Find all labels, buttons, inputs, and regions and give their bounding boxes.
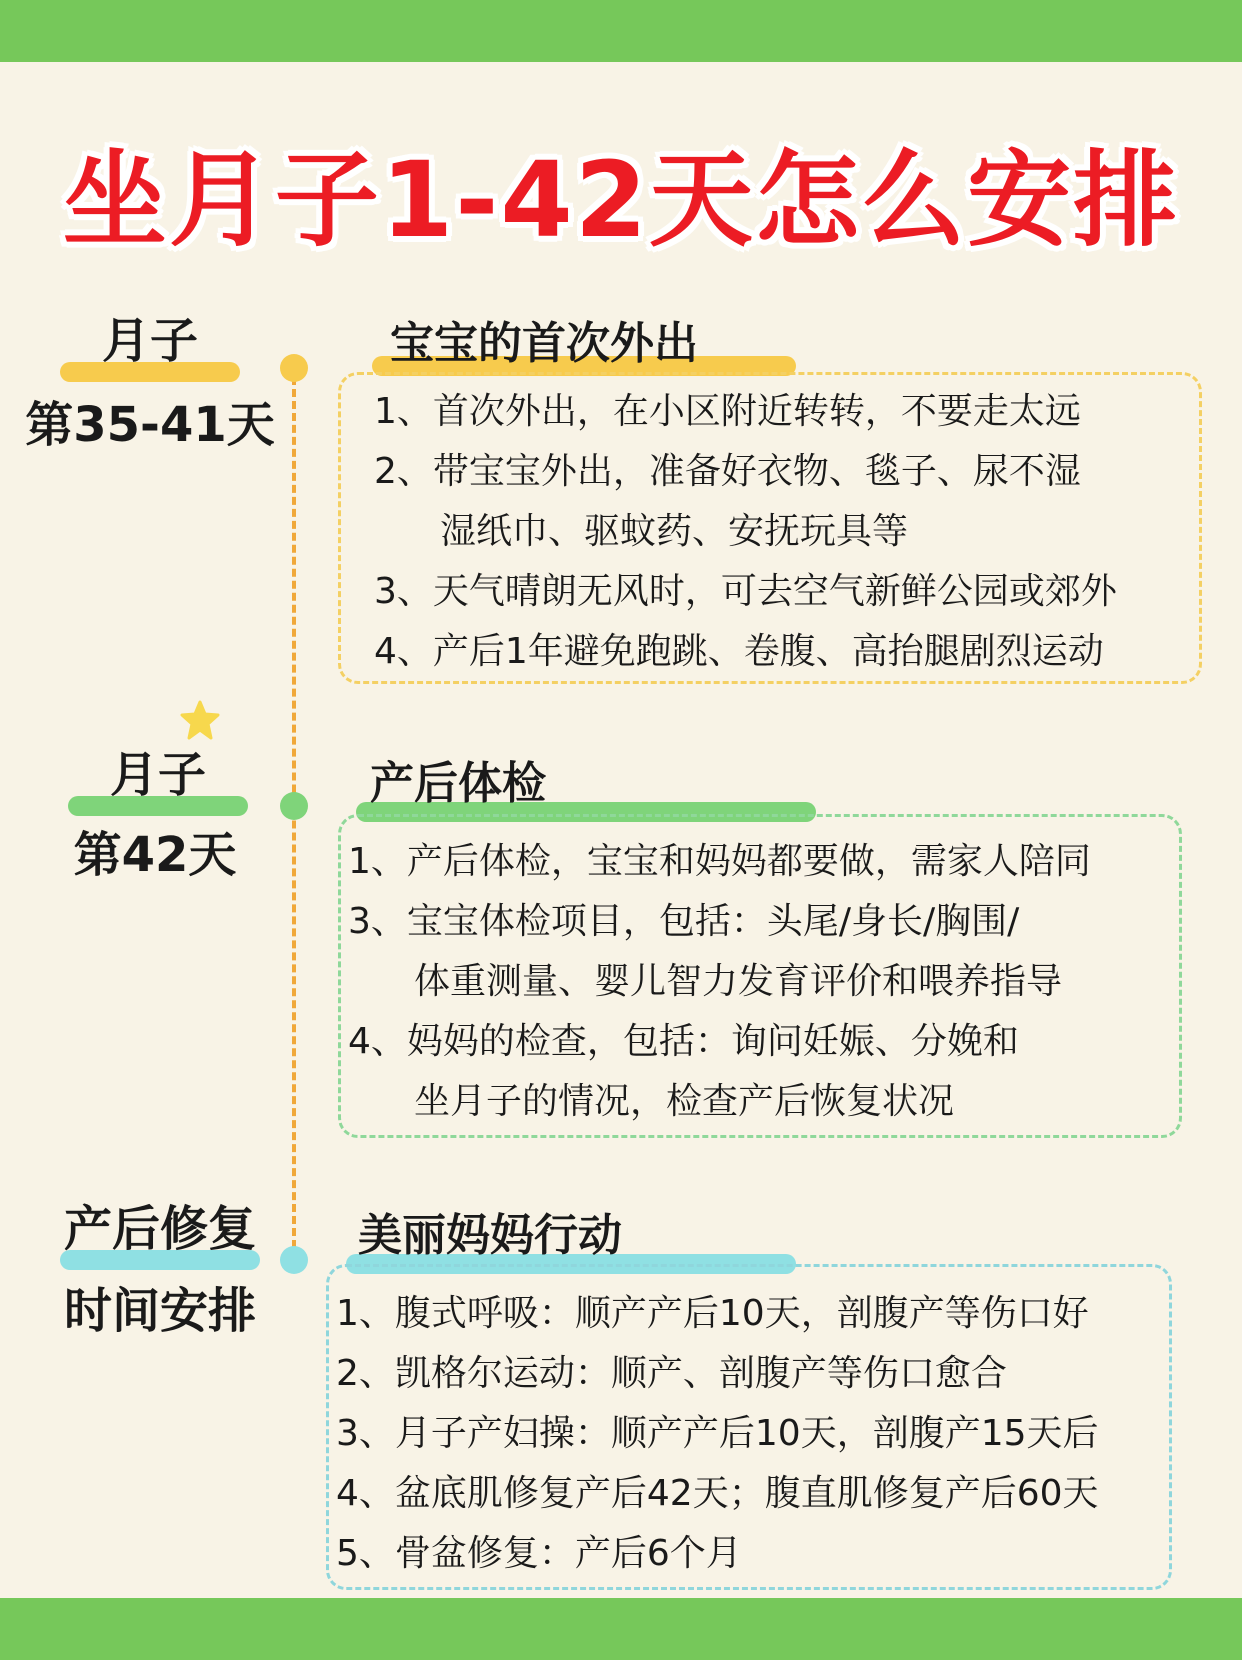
section-title-2: 产后体检 — [370, 758, 546, 809]
list-item: 2、带宝宝外出，准备好衣物、毯子、尿不湿 — [374, 451, 1081, 492]
section-title-3: 美丽妈妈行动 — [358, 1210, 622, 1261]
side-label-1-line1: 月子 — [101, 313, 198, 369]
list-item: 4、盆底肌修复产后42天；腹直肌修复产后60天 — [336, 1473, 1099, 1514]
list-item: 3、天气晴朗无风时，可去空气新鲜公园或郊外 — [374, 571, 1117, 612]
list-item: 5、骨盆修复：产后6个月 — [336, 1533, 742, 1574]
list-item: 4、产后1年避免跑跳、卷腹、高抬腿剧烈运动 — [374, 631, 1104, 672]
side-label-3-line1: 产后修复 — [63, 1201, 256, 1257]
top-green-bar — [0, 0, 1242, 62]
list-item: 2、凯格尔运动：顺产、剖腹产等伤口愈合 — [336, 1353, 1007, 1394]
timeline-dot-green — [280, 792, 308, 820]
list-item: 1、产后体检，宝宝和妈妈都要做，需家人陪同 — [348, 841, 1091, 882]
list-item: 1、腹式呼吸：顺产产后10天，剖腹产等伤口好 — [336, 1293, 1089, 1334]
list-item: 3、月子产妇操：顺产产后10天，剖腹产15天后 — [336, 1413, 1099, 1454]
list-item: 坐月子的情况，检查产后恢复状况 — [414, 1081, 955, 1122]
list-item: 1、首次外出，在小区附近转转，不要走太远 — [374, 391, 1081, 432]
side-label-2-line1: 月子 — [109, 747, 206, 803]
side-label-1-line2: 第35-41天 — [25, 397, 275, 453]
timeline-dot-yellow — [280, 354, 308, 382]
side-label-3-line2: 时间安排 — [63, 1283, 256, 1339]
page-title: 坐月子1-42天怎么安排 — [62, 139, 1180, 261]
star-icon — [180, 700, 220, 740]
list-item: 3、宝宝体检项目，包括：头尾/身长/胸围/ — [348, 901, 1020, 942]
list-item: 体重测量、婴儿智力发育评价和喂养指导 — [414, 961, 1063, 1002]
section-title-1: 宝宝的首次外出 — [390, 318, 698, 369]
list-item: 4、妈妈的检查，包括：询问妊娠、分娩和 — [348, 1021, 1019, 1062]
list-item: 湿纸巾、驱蚊药、安抚玩具等 — [440, 511, 909, 552]
side-label-2-line2: 第42天 — [73, 827, 237, 883]
bottom-green-bar — [0, 1598, 1242, 1660]
